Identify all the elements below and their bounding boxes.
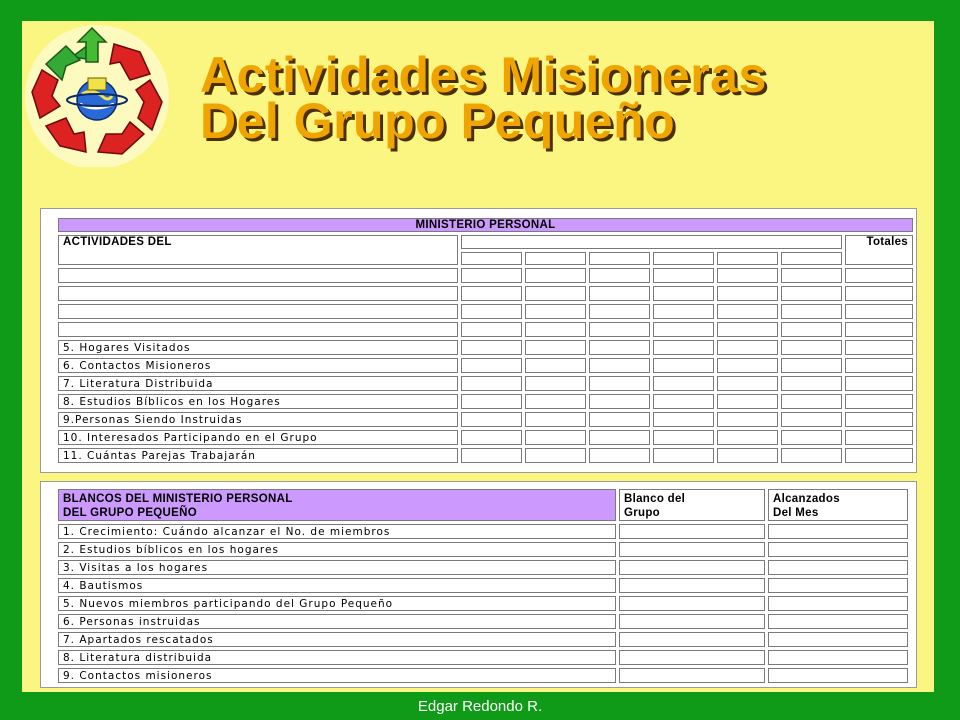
entry-cell[interactable] (717, 376, 778, 391)
blanco-cell[interactable] (619, 632, 765, 647)
entry-cell[interactable] (461, 304, 522, 319)
entry-cell[interactable] (461, 448, 522, 463)
entry-cell[interactable] (589, 376, 650, 391)
entry-cell[interactable] (653, 430, 714, 445)
entry-cell[interactable] (525, 268, 586, 283)
total-cell[interactable] (845, 448, 913, 463)
entry-cell[interactable] (653, 358, 714, 373)
entry-cell[interactable] (589, 448, 650, 463)
row-label (58, 268, 458, 283)
table-row (58, 430, 913, 445)
blancos-table (55, 486, 911, 686)
title-line-1: Actividades Misioneras (200, 47, 767, 103)
entry-cell[interactable] (717, 268, 778, 283)
blancos-header (58, 489, 616, 521)
ministerio-personal-panel (40, 208, 917, 473)
total-cell[interactable] (845, 340, 913, 355)
blanco-cell[interactable] (619, 524, 765, 539)
alcanzados-cell[interactable] (768, 560, 908, 575)
total-cell[interactable] (845, 394, 913, 409)
alcanzados-cell[interactable] (768, 596, 908, 611)
table-row (58, 524, 908, 539)
total-cell[interactable] (845, 268, 913, 283)
entry-cell[interactable] (525, 340, 586, 355)
table-row (58, 268, 913, 283)
row-label: 6. Contactos Misioneros (58, 358, 458, 373)
entry-cell[interactable] (589, 322, 650, 337)
total-cell[interactable] (845, 412, 913, 427)
entry-cell[interactable] (653, 322, 714, 337)
alcanzados-header (768, 489, 908, 521)
table-row (58, 596, 908, 611)
row-label: 5. Nuevos miembros participando del Grupo Pequeño (58, 596, 616, 611)
row-label (58, 286, 458, 301)
entry-cell[interactable] (653, 304, 714, 319)
row-label (58, 322, 458, 337)
entry-cell[interactable] (653, 340, 714, 355)
entry-cell[interactable] (461, 376, 522, 391)
entry-cell[interactable] (525, 394, 586, 409)
alcanzados-cell[interactable] (768, 650, 908, 665)
entry-cell[interactable] (525, 322, 586, 337)
total-cell[interactable] (845, 322, 913, 337)
row-label: 4. Bautismos (58, 578, 616, 593)
entry-cell[interactable] (525, 304, 586, 319)
row-label: 9.Personas Siendo Instruidas (58, 412, 458, 427)
row-label: 8. Literatura distribuida (58, 650, 616, 665)
footer-author: Edgar Redondo R. (417, 698, 543, 715)
entry-cell[interactable] (653, 412, 714, 427)
row-label: 8. Estudios Bíblicos en los Hogares (58, 394, 458, 409)
blanco-grupo-line-2: Grupo (624, 507, 660, 519)
total-cell[interactable] (845, 286, 913, 301)
entry-cell[interactable] (717, 322, 778, 337)
entry-cell[interactable] (525, 376, 586, 391)
entry-cell[interactable] (525, 286, 586, 301)
row-label: 5. Hogares Visitados (58, 340, 458, 355)
entry-cell[interactable] (653, 286, 714, 301)
table-row (58, 340, 913, 355)
table-row (58, 632, 908, 647)
entry-cell[interactable] (461, 286, 522, 301)
entry-cell[interactable] (781, 412, 842, 427)
blanco-cell[interactable] (619, 668, 765, 683)
entry-cell[interactable] (717, 394, 778, 409)
entry-cell[interactable] (781, 376, 842, 391)
week-cell[interactable] (589, 252, 650, 265)
blanco-cell[interactable] (619, 542, 765, 557)
row-label: 7. Literatura Distribuida (58, 376, 458, 391)
row-label: 10. Interesados Participando en el Grupo (58, 430, 458, 445)
entry-cell[interactable] (525, 448, 586, 463)
entry-cell[interactable] (717, 358, 778, 373)
row-label: 6. Personas instruidas (58, 614, 616, 629)
entry-cell[interactable] (717, 286, 778, 301)
table-row (58, 322, 913, 337)
total-cell[interactable] (845, 430, 913, 445)
table-row (58, 668, 908, 683)
blanco-cell[interactable] (619, 578, 765, 593)
actividades-header: ACTIVIDADES DEL (58, 235, 458, 265)
totales-header: Totales (845, 235, 913, 265)
week-cell[interactable] (461, 252, 522, 265)
blancos-header-line-1: BLANCOS DEL MINISTERIO PERSONAL (63, 493, 293, 505)
slide-title (200, 47, 767, 149)
blanco-grupo-header (619, 489, 765, 521)
entry-cell[interactable] (525, 430, 586, 445)
table-row (58, 394, 913, 409)
entry-cell[interactable] (781, 340, 842, 355)
entry-cell[interactable] (461, 394, 522, 409)
table-row (58, 578, 908, 593)
row-label: 9. Contactos misioneros (58, 668, 616, 683)
entry-cell[interactable] (653, 448, 714, 463)
alcanzados-cell[interactable] (768, 542, 908, 557)
entry-cell[interactable] (525, 358, 586, 373)
alcanzados-cell[interactable] (768, 632, 908, 647)
entry-cell[interactable] (717, 412, 778, 427)
alcanzados-cell[interactable] (768, 578, 908, 593)
entry-cell[interactable] (717, 430, 778, 445)
blanco-cell[interactable] (619, 650, 765, 665)
entry-cell[interactable] (461, 430, 522, 445)
entry-cell[interactable] (589, 394, 650, 409)
week-cell[interactable] (717, 252, 778, 265)
title-line-2: Del Grupo Pequeño (200, 93, 676, 149)
ministerio-personal-table (55, 215, 916, 466)
total-cell[interactable] (845, 358, 913, 373)
alcanzados-cell[interactable] (768, 524, 908, 539)
blanco-grupo-line-1: Blanco del (624, 493, 686, 505)
table-row (58, 650, 908, 665)
week-cell[interactable] (653, 252, 714, 265)
blanco-cell[interactable] (619, 596, 765, 611)
alcanzados-cell[interactable] (768, 614, 908, 629)
entry-cell[interactable] (589, 430, 650, 445)
table-row (58, 358, 913, 373)
table-caption: MINISTERIO PERSONAL (58, 218, 913, 232)
entry-cell[interactable] (589, 286, 650, 301)
entry-cell[interactable] (781, 394, 842, 409)
row-label: 3. Visitas a los hogares (58, 560, 616, 575)
table-row (58, 412, 913, 427)
entry-cell[interactable] (781, 322, 842, 337)
entry-cell[interactable] (589, 340, 650, 355)
entry-cell[interactable] (717, 448, 778, 463)
table-row (58, 560, 908, 575)
entry-cell[interactable] (525, 412, 586, 427)
entry-cell[interactable] (589, 412, 650, 427)
total-cell[interactable] (845, 304, 913, 319)
alcanzados-line-2: Del Mes (773, 507, 819, 519)
table-row (58, 542, 908, 557)
entry-cell[interactable] (653, 268, 714, 283)
entry-cell[interactable] (781, 358, 842, 373)
row-label: 7. Apartados rescatados (58, 632, 616, 647)
week-cell[interactable] (781, 252, 842, 265)
alcanzados-line-1: Alcanzados (773, 493, 840, 505)
entry-cell[interactable] (653, 394, 714, 409)
entry-cell[interactable] (461, 268, 522, 283)
entry-cell[interactable] (781, 268, 842, 283)
entry-cell[interactable] (589, 358, 650, 373)
entry-cell[interactable] (781, 448, 842, 463)
total-cell[interactable] (845, 376, 913, 391)
row-label: 2. Estudios bíblicos en los hogares (58, 542, 616, 557)
table-row (58, 286, 913, 301)
entry-cell[interactable] (653, 376, 714, 391)
row-label: 1. Crecimiento: Cuándo alcanzar el No. de miembros (58, 524, 616, 539)
blanco-cell[interactable] (619, 560, 765, 575)
entry-cell[interactable] (589, 304, 650, 319)
entry-cell[interactable] (717, 340, 778, 355)
entry-cell[interactable] (461, 340, 522, 355)
entry-cell[interactable] (461, 412, 522, 427)
table-row (58, 376, 913, 391)
entry-cell[interactable] (781, 304, 842, 319)
blancos-panel (40, 481, 917, 688)
table-row (58, 448, 913, 463)
table-row (58, 614, 908, 629)
row-label: 11. Cuántas Parejas Trabajarán (58, 448, 458, 463)
entry-cell[interactable] (461, 322, 522, 337)
entry-cell[interactable] (589, 268, 650, 283)
table-row (58, 304, 913, 319)
header-blank-cell[interactable] (461, 235, 842, 249)
blanco-cell[interactable] (619, 614, 765, 629)
week-cell[interactable] (525, 252, 586, 265)
entry-cell[interactable] (781, 430, 842, 445)
blancos-header-line-2: DEL GRUPO PEQUEÑO (63, 507, 197, 519)
alcanzados-cell[interactable] (768, 668, 908, 683)
recycle-globe-logo-icon (22, 22, 172, 167)
row-label (58, 304, 458, 319)
entry-cell[interactable] (717, 304, 778, 319)
entry-cell[interactable] (781, 286, 842, 301)
entry-cell[interactable] (461, 358, 522, 373)
